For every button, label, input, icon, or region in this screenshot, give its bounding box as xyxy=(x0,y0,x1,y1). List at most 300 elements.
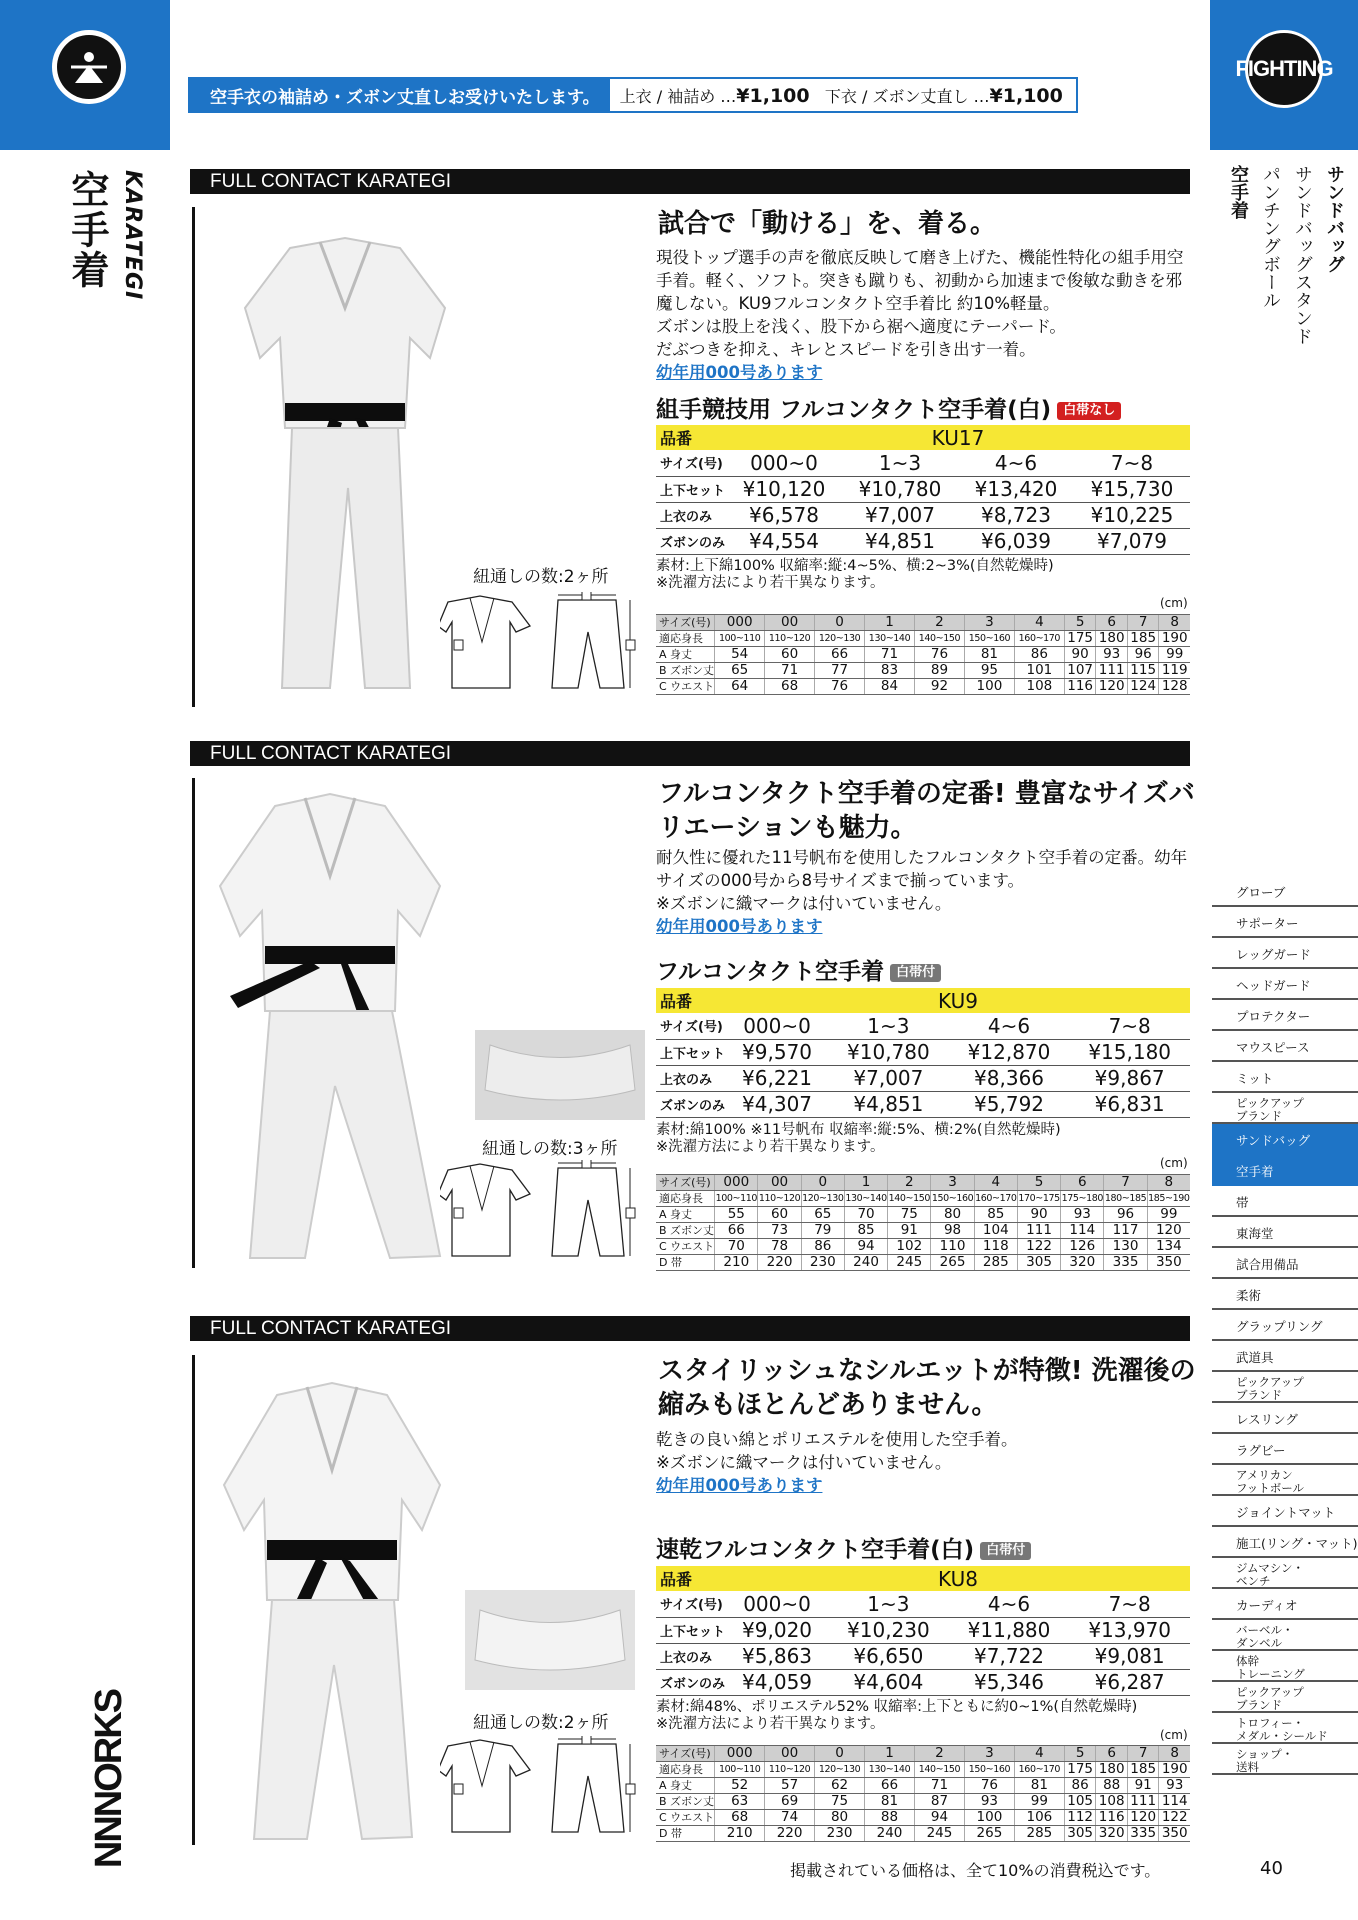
size-cell: 80 xyxy=(815,1810,865,1826)
size-cell: 140~150 xyxy=(888,1191,931,1207)
size-cell: 111 xyxy=(1127,1794,1159,1810)
sidebar-item[interactable]: グローブ xyxy=(1212,876,1358,907)
size-cell: 210 xyxy=(715,1826,765,1842)
size-table xyxy=(656,1745,1190,1842)
size-cell: 100~110 xyxy=(715,631,765,647)
size-cell: 140~150 xyxy=(915,631,965,647)
size-cell: 7 xyxy=(1127,615,1159,631)
size-cell: 6 xyxy=(1096,615,1128,631)
price-cell: ¥10,230 xyxy=(828,1617,949,1643)
size-row-label: 適応身長 xyxy=(656,631,715,647)
size-cell: 68 xyxy=(765,679,815,695)
size-diagram xyxy=(440,1736,640,1840)
size-cell: 335 xyxy=(1104,1255,1147,1271)
section-rule xyxy=(192,1355,195,1845)
size-cell: 62 xyxy=(815,1778,865,1794)
size-cell: 00 xyxy=(765,615,815,631)
size-cell: 111 xyxy=(1096,663,1128,679)
price-row-label: サイズ(号) xyxy=(656,1591,726,1617)
size-cell: 185~190 xyxy=(1147,1191,1190,1207)
size-cell: 55 xyxy=(715,1207,758,1223)
martial-arts-logo-icon xyxy=(52,30,126,104)
size-cell: 86 xyxy=(1014,647,1064,663)
sidebar-item[interactable]: ジョイントマット xyxy=(1212,1496,1358,1527)
price-cell: ¥15,180 xyxy=(1069,1039,1190,1065)
size-cell: 84 xyxy=(865,679,915,695)
size-cell: 6 xyxy=(1061,1175,1104,1191)
sidebar-item[interactable]: ヘッドガード xyxy=(1212,969,1358,1000)
size-cell: 5 xyxy=(1017,1175,1060,1191)
size-cell: 100~110 xyxy=(715,1762,765,1778)
size-cell: 180 xyxy=(1096,631,1128,647)
size-cell: 8 xyxy=(1159,615,1190,631)
size-cell: 94 xyxy=(844,1239,887,1255)
size-cell: 102 xyxy=(888,1239,931,1255)
price-cell: 000~0 xyxy=(726,450,842,476)
size-cell: 230 xyxy=(801,1255,844,1271)
price-cell: 7~8 xyxy=(1069,1591,1190,1617)
price-cell: ¥15,730 xyxy=(1074,476,1190,502)
size-cell: 106 xyxy=(1014,1810,1064,1826)
price-cell: ¥7,007 xyxy=(842,502,958,528)
size-cell: 115 xyxy=(1127,663,1159,679)
size-cell: 96 xyxy=(1127,647,1159,663)
price-cell: 7~8 xyxy=(1069,1013,1190,1039)
size-cell: 120 xyxy=(1147,1223,1190,1239)
size-cell: 116 xyxy=(1064,679,1096,695)
category-nav-item[interactable]: 空手着 xyxy=(1228,165,1249,219)
size-cell: 66 xyxy=(715,1223,758,1239)
sidebar-item[interactable]: レスリング xyxy=(1212,1403,1358,1434)
price-cell: ¥10,780 xyxy=(828,1039,949,1065)
size-cell: 320 xyxy=(1096,1826,1128,1842)
sidebar-item[interactable]: サンドバッグ xyxy=(1212,1124,1358,1155)
size-cell: 175 xyxy=(1064,631,1096,647)
size-cell: 79 xyxy=(801,1223,844,1239)
size-cell: 7 xyxy=(1127,1746,1159,1762)
size-cell: 160~170 xyxy=(1014,631,1064,647)
size-cell: 350 xyxy=(1159,1826,1190,1842)
size-row-label: A 身丈 xyxy=(656,647,715,663)
size-cell: 65 xyxy=(801,1207,844,1223)
size-cell: 120 xyxy=(1127,1810,1159,1826)
size-row-label: A 身丈 xyxy=(656,1778,715,1794)
sidebar-item[interactable]: サポーター xyxy=(1212,907,1358,938)
size-cell: 118 xyxy=(974,1239,1017,1255)
sidebar-item[interactable]: ミット xyxy=(1212,1062,1358,1093)
size-cell: 122 xyxy=(1159,1810,1190,1826)
size-cell: 3 xyxy=(931,1175,974,1191)
size-cell: 60 xyxy=(765,647,815,663)
size-cell: 99 xyxy=(1159,647,1190,663)
section-rule xyxy=(192,778,195,1268)
size-cell: 71 xyxy=(915,1778,965,1794)
size-cell: 100 xyxy=(964,1810,1014,1826)
alteration-notice xyxy=(188,77,1078,113)
fighting-badge: FIGHTING xyxy=(1245,30,1323,108)
size-cell: 100~110 xyxy=(715,1191,758,1207)
child-size-note: 幼年用000号あります xyxy=(656,363,823,382)
price-cell: ¥4,059 xyxy=(726,1669,828,1695)
price-cell: ¥7,007 xyxy=(828,1065,949,1091)
size-row-label: D 帯 xyxy=(656,1826,715,1842)
price-cell: ¥10,225 xyxy=(1074,502,1190,528)
size-cell: 1 xyxy=(844,1175,887,1191)
size-cell: 80 xyxy=(931,1207,974,1223)
section-rule xyxy=(192,207,195,707)
size-cell: 75 xyxy=(888,1207,931,1223)
size-cell: 245 xyxy=(915,1826,965,1842)
size-cell: 90 xyxy=(1017,1207,1060,1223)
size-cell: 91 xyxy=(1127,1778,1159,1794)
size-cell: 128 xyxy=(1159,679,1190,695)
size-cell: 150~160 xyxy=(964,631,1014,647)
price-cell: 7~8 xyxy=(1074,450,1190,476)
price-cell: ¥4,554 xyxy=(726,528,842,554)
size-cell: 71 xyxy=(865,647,915,663)
sidebar-item[interactable]: マウスピース xyxy=(1212,1031,1358,1062)
size-cell: 00 xyxy=(758,1175,801,1191)
size-cell: 57 xyxy=(765,1778,815,1794)
size-cell: 190 xyxy=(1159,1762,1190,1778)
size-cell: 93 xyxy=(1061,1207,1104,1223)
size-cell: 185 xyxy=(1127,631,1159,647)
price-cell: ¥6,578 xyxy=(726,502,842,528)
price-table xyxy=(656,425,1190,555)
size-row-label: サイズ(号) xyxy=(656,1746,715,1762)
size-cell: 52 xyxy=(715,1778,765,1794)
size-diagram xyxy=(440,1160,640,1264)
price-table xyxy=(656,988,1190,1118)
size-cell: 240 xyxy=(844,1255,887,1271)
size-cell: 000 xyxy=(715,615,765,631)
size-cell: 5 xyxy=(1064,1746,1096,1762)
sidebar-item[interactable]: 柔術 xyxy=(1212,1279,1358,1310)
sidebar-item[interactable]: レッグガード xyxy=(1212,938,1358,969)
size-cell: 120~130 xyxy=(801,1191,844,1207)
size-cell: 1 xyxy=(865,1746,915,1762)
size-cell: 305 xyxy=(1064,1826,1096,1842)
product-title: フルコンタクト空手着 白帯付 xyxy=(656,958,941,986)
size-cell: 117 xyxy=(1104,1223,1147,1239)
size-cell: 220 xyxy=(765,1826,815,1842)
size-row-label: C ウエスト xyxy=(656,1239,715,1255)
size-cell: 77 xyxy=(815,663,865,679)
code-label: 品番 xyxy=(656,1566,726,1591)
size-cell: 75 xyxy=(815,1794,865,1810)
sidebar-item[interactable]: ピックアップ ブランド xyxy=(1212,1093,1358,1124)
size-cell: 114 xyxy=(1159,1794,1190,1810)
size-cell: 320 xyxy=(1061,1255,1104,1271)
category-nav-item[interactable]: サンドバッグスタンド xyxy=(1292,165,1313,345)
sidebar-item[interactable]: ジムマシン・ ベンチ xyxy=(1212,1558,1358,1589)
price-cell: ¥10,120 xyxy=(726,476,842,502)
size-cell: 000 xyxy=(715,1175,758,1191)
size-cell: 4 xyxy=(1014,615,1064,631)
size-cell: 76 xyxy=(815,679,865,695)
size-cell: 89 xyxy=(915,663,965,679)
tax-note: 掲載されている価格は、全て10%の消費税込です。 xyxy=(790,1861,1161,1880)
price-cell: ¥4,604 xyxy=(828,1669,949,1695)
size-cell: 120~130 xyxy=(815,631,865,647)
size-cell: 110~120 xyxy=(765,631,815,647)
size-row-label: D 帯 xyxy=(656,1255,715,1271)
size-cell: 8 xyxy=(1147,1175,1190,1191)
size-cell: 110~120 xyxy=(765,1762,815,1778)
section-bar: FULL CONTACT KARATEGI xyxy=(190,741,1190,766)
child-size-note: 幼年用000号あります xyxy=(656,1476,823,1495)
price-cell: ¥6,831 xyxy=(1069,1091,1190,1117)
unit-label: (cm) xyxy=(1160,1156,1188,1170)
price-cell: ¥8,366 xyxy=(949,1065,1070,1091)
size-cell: 2 xyxy=(888,1175,931,1191)
price-cell: ¥5,792 xyxy=(949,1091,1070,1117)
size-cell: 0 xyxy=(815,615,865,631)
size-cell: 63 xyxy=(715,1794,765,1810)
size-cell: 3 xyxy=(964,615,1014,631)
size-cell: 105 xyxy=(1064,1794,1096,1810)
price-row-label: 上衣のみ xyxy=(656,1643,726,1669)
karategi-ku8-photo xyxy=(212,1375,452,1845)
size-cell: 160~170 xyxy=(974,1191,1017,1207)
size-cell: 112 xyxy=(1064,1810,1096,1826)
size-cell: 285 xyxy=(974,1255,1017,1271)
size-cell: 180~185 xyxy=(1104,1191,1147,1207)
size-cell: 160~170 xyxy=(1014,1762,1064,1778)
sidebar-item[interactable]: 試合用備品 xyxy=(1212,1248,1358,1279)
size-cell: 230 xyxy=(815,1826,865,1842)
size-cell: 64 xyxy=(715,679,765,695)
section-headline: スタイリッシュなシルエットが特徴! 洗濯後の縮みもほとんどありません。 xyxy=(658,1356,1196,1420)
lace-count: 紐通しの数:2ヶ所 xyxy=(473,1713,609,1733)
size-cell: 120 xyxy=(1096,679,1128,695)
price-cell: ¥7,079 xyxy=(1074,528,1190,554)
price-cell: 1~3 xyxy=(828,1591,949,1617)
price-cell: 1~3 xyxy=(828,1013,949,1039)
size-cell: 100 xyxy=(964,679,1014,695)
size-cell: 116 xyxy=(1096,1810,1128,1826)
size-cell: 76 xyxy=(964,1778,1014,1794)
price-row-label: ズボンのみ xyxy=(656,528,726,554)
sidebar-item[interactable]: カーディオ xyxy=(1212,1589,1358,1620)
size-cell: 0 xyxy=(815,1746,865,1762)
product-code: KU9 xyxy=(726,988,1190,1013)
category-nav-item[interactable]: パンチングボール xyxy=(1260,165,1281,309)
section-bar: FULL CONTACT KARATEGI xyxy=(190,1316,1190,1341)
product-title: 組手競技用 フルコンタクト空手着(白) 白帯なし xyxy=(656,396,1121,424)
size-cell: 98 xyxy=(931,1223,974,1239)
sidebar-item[interactable]: グラップリング xyxy=(1212,1310,1358,1341)
size-cell: 81 xyxy=(865,1794,915,1810)
size-cell: 85 xyxy=(844,1223,887,1239)
unit-label: (cm) xyxy=(1160,596,1188,610)
size-row-label: B ズボン丈 xyxy=(656,1223,715,1239)
size-cell: 70 xyxy=(715,1239,758,1255)
karategi-ku9-photo xyxy=(210,786,450,1266)
price-cell: 000~0 xyxy=(726,1013,828,1039)
sidebar-item[interactable]: 東海堂 xyxy=(1212,1217,1358,1248)
size-cell: 114 xyxy=(1061,1223,1104,1239)
size-row-label: 適応身長 xyxy=(656,1762,715,1778)
size-cell: 2 xyxy=(915,1746,965,1762)
sidebar-item[interactable]: プロテクター xyxy=(1212,1000,1358,1031)
price-row-label: 上下セット xyxy=(656,476,726,502)
size-cell: 170~175 xyxy=(1017,1191,1060,1207)
price-cell: ¥6,650 xyxy=(828,1643,949,1669)
size-cell: 175~180 xyxy=(1061,1191,1104,1207)
size-cell: 96 xyxy=(1104,1207,1147,1223)
price-cell: 4~6 xyxy=(949,1591,1070,1617)
size-cell: 73 xyxy=(758,1223,801,1239)
sidebar-item[interactable]: ピックアップ ブランド xyxy=(1212,1682,1358,1713)
lace-count: 紐通しの数:3ヶ所 xyxy=(482,1139,618,1159)
material-note: 素材:上下綿100% 収縮率:縦:4~5%、横:2~3%(自然乾燥時) ※洗濯方法により若干異なります。 xyxy=(656,558,1054,591)
section-description: 乾きの良い綿とポリエステルを使用した空手着。 ※ズボンに織マークは付いていません。 幼年用000号あります xyxy=(656,1428,1196,1497)
page-title: 空手着 xyxy=(65,170,109,290)
karategi-ku17-photo xyxy=(230,228,460,698)
unit-label: (cm) xyxy=(1160,1728,1188,1742)
price-row-label: ズボンのみ xyxy=(656,1669,726,1695)
price-cell: ¥13,970 xyxy=(1069,1617,1190,1643)
price-cell: ¥9,867 xyxy=(1069,1065,1190,1091)
size-cell: 245 xyxy=(888,1255,931,1271)
size-cell: 8 xyxy=(1159,1746,1190,1762)
price-cell: ¥10,780 xyxy=(842,476,958,502)
size-cell: 240 xyxy=(865,1826,915,1842)
size-cell: 93 xyxy=(964,1794,1014,1810)
sidebar-item[interactable]: 空手着 xyxy=(1212,1155,1358,1186)
sidebar-item[interactable]: アメリカン フットボール xyxy=(1212,1465,1358,1496)
price-cell: ¥4,851 xyxy=(828,1091,949,1117)
product-code: KU8 xyxy=(726,1566,1190,1591)
price-cell: ¥13,420 xyxy=(958,476,1074,502)
sidebar-item[interactable]: 帯 xyxy=(1212,1186,1358,1217)
size-cell: 111 xyxy=(1017,1223,1060,1239)
sidebar-item[interactable]: バーベル・ ダンベル xyxy=(1212,1620,1358,1651)
size-cell: 7 xyxy=(1104,1175,1147,1191)
size-cell: 124 xyxy=(1127,679,1159,695)
code-label: 品番 xyxy=(656,988,726,1013)
sidebar-item[interactable]: 体幹 トレーニング xyxy=(1212,1651,1358,1682)
size-cell: 88 xyxy=(865,1810,915,1826)
size-cell: 95 xyxy=(964,663,1014,679)
price-cell: ¥5,863 xyxy=(726,1643,828,1669)
size-cell: 66 xyxy=(815,647,865,663)
size-row-label: B ズボン丈 xyxy=(656,1794,715,1810)
price-row-label: サイズ(号) xyxy=(656,1013,726,1039)
size-cell: 119 xyxy=(1159,663,1190,679)
category-nav-item[interactable]: サンドバッグ xyxy=(1324,165,1345,273)
size-cell: 130~140 xyxy=(865,631,915,647)
sidebar-item[interactable]: ラグビー xyxy=(1212,1434,1358,1465)
size-table xyxy=(656,614,1190,695)
size-cell: 93 xyxy=(1096,647,1128,663)
sidebar-item[interactable]: 武道具 xyxy=(1212,1341,1358,1372)
sidebar-item[interactable]: トロフィー・ メダル・シールド xyxy=(1212,1713,1358,1744)
size-cell: 6 xyxy=(1096,1746,1128,1762)
price-cell: 1~3 xyxy=(842,450,958,476)
size-cell: 000 xyxy=(715,1746,765,1762)
size-row-label: サイズ(号) xyxy=(656,615,715,631)
size-cell: 4 xyxy=(1014,1746,1064,1762)
notice-highlight: 空手衣の袖詰め・ズボン丈直しお受けいたします。 xyxy=(190,79,610,111)
price-table xyxy=(656,1566,1190,1696)
size-cell: 71 xyxy=(765,663,815,679)
sidebar-item[interactable]: 施工(リング・マット) xyxy=(1212,1527,1358,1558)
price-cell: ¥9,020 xyxy=(726,1617,828,1643)
price-cell: ¥4,307 xyxy=(726,1091,828,1117)
product-code: KU17 xyxy=(726,425,1190,450)
size-cell: 110~120 xyxy=(758,1191,801,1207)
size-cell: 220 xyxy=(758,1255,801,1271)
size-cell: 81 xyxy=(1014,1778,1064,1794)
belt-tag: 白帯なし xyxy=(1057,402,1121,420)
size-cell: 350 xyxy=(1147,1255,1190,1271)
size-row-label: 適応身長 xyxy=(656,1191,715,1207)
belt-tag: 白帯付 xyxy=(980,1542,1031,1560)
size-cell: 108 xyxy=(1096,1794,1128,1810)
size-cell: 85 xyxy=(974,1207,1017,1223)
size-cell: 104 xyxy=(974,1223,1017,1239)
size-cell: 107 xyxy=(1064,663,1096,679)
price-cell: ¥6,221 xyxy=(726,1065,828,1091)
size-cell: 4 xyxy=(974,1175,1017,1191)
size-cell: 265 xyxy=(931,1255,974,1271)
size-cell: 130 xyxy=(1104,1239,1147,1255)
page-number: 40 xyxy=(1260,1858,1283,1879)
size-cell: 69 xyxy=(765,1794,815,1810)
price-cell: ¥9,081 xyxy=(1069,1643,1190,1669)
price-cell: ¥11,880 xyxy=(949,1617,1070,1643)
size-cell: 130~140 xyxy=(844,1191,887,1207)
size-cell: 91 xyxy=(888,1223,931,1239)
price-cell: ¥8,723 xyxy=(958,502,1074,528)
size-cell: 101 xyxy=(1014,663,1064,679)
size-cell: 92 xyxy=(915,679,965,695)
price-cell: ¥5,346 xyxy=(949,1669,1070,1695)
child-size-note: 幼年用000号あります xyxy=(656,917,823,936)
price-cell: 4~6 xyxy=(958,450,1074,476)
sidebar-item[interactable]: ショップ・ 送料 xyxy=(1212,1744,1358,1775)
size-cell: 87 xyxy=(915,1794,965,1810)
price-cell: ¥12,870 xyxy=(949,1039,1070,1065)
size-cell: 54 xyxy=(715,647,765,663)
size-cell: 78 xyxy=(758,1239,801,1255)
size-cell: 190 xyxy=(1159,631,1190,647)
category-nav xyxy=(1225,165,1347,375)
size-cell: 134 xyxy=(1147,1239,1190,1255)
price-cell: ¥6,039 xyxy=(958,528,1074,554)
size-cell: 120~130 xyxy=(815,1762,865,1778)
sidebar-item[interactable]: ピックアップ ブランド xyxy=(1212,1372,1358,1403)
size-cell: 140~150 xyxy=(915,1762,965,1778)
size-row-label: C ウエスト xyxy=(656,1810,715,1826)
size-cell: 94 xyxy=(915,1810,965,1826)
size-row-label: B ズボン丈 xyxy=(656,663,715,679)
size-cell: 66 xyxy=(865,1778,915,1794)
size-cell: 60 xyxy=(758,1207,801,1223)
size-cell: 93 xyxy=(1159,1778,1190,1794)
size-cell: 122 xyxy=(1017,1239,1060,1255)
material-note: 素材:綿48%、ポリエステル52% 収縮率:上下ともに約0~1%(自然乾燥時) ※洗濯方法により若干異なります。 xyxy=(656,1699,1138,1732)
product-title: 速乾フルコンタクト空手着(白) 白帯付 xyxy=(656,1536,1031,1564)
price-row-label: 上衣のみ xyxy=(656,1065,726,1091)
size-cell: 86 xyxy=(801,1239,844,1255)
size-cell: 130~140 xyxy=(865,1762,915,1778)
size-cell: 88 xyxy=(1096,1778,1128,1794)
size-diagram xyxy=(440,592,640,696)
price-cell: 4~6 xyxy=(949,1013,1070,1039)
